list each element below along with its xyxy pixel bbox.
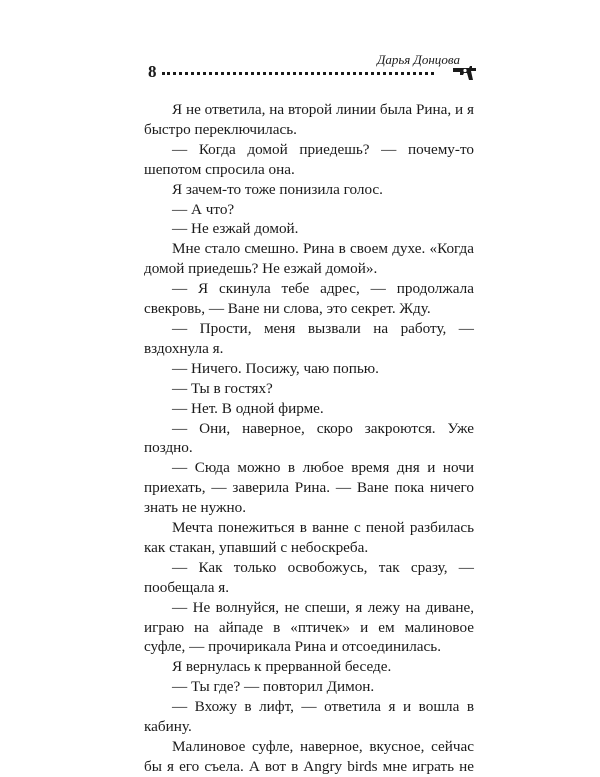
body-text	[144, 100, 474, 777]
paragraph: — Не волнуйся, не спеши, я лежу на диване, играю на айпаде в «птичек» и ем малиновое суфле, — прочирикала Рина и отсоединилась.	[144, 598, 474, 656]
paragraph: — А что?	[172, 200, 235, 218]
paragraph: — Ничего. Посижу, чаю попью.	[172, 359, 379, 377]
running-header	[148, 52, 478, 86]
paragraph: — Прости, меня вызвали на работу, — вздохнула я.	[144, 319, 474, 357]
revolver-icon	[452, 62, 478, 82]
paragraph: — Я скинула тебе адрес, — продолжала свекровь, — Ване ни слова, это секрет. Жду.	[144, 280, 474, 318]
paragraph: Я вернулась к прерванной беседе.	[172, 658, 392, 676]
paragraph: — Вхожу в лифт, — ответила я и вошла в кабину.	[144, 698, 474, 736]
paragraph: — Нет. В одной фирме.	[172, 399, 324, 417]
paragraph: — Как только освобожусь, так сразу, — пообещала я.	[144, 558, 474, 596]
paragraph: — Ты где? — повторил Димон.	[172, 678, 375, 696]
paragraph: Малиновое суфле, наверное, вкусное, сейчас бы я его съела. А вот в Angry birds мне играть не	[144, 738, 474, 775]
paragraph: — Они, наверное, скоро закроются. Уже поздно.	[144, 419, 474, 457]
paragraph: Мечта понежиться в ванне с пеной разбилась как стакан, упавший с небоскреба.	[144, 519, 474, 556]
paragraph: Я не ответила, на второй линии была Рина, и я быстро переключилась.	[144, 101, 474, 138]
paragraph: — Ты в гостях?	[172, 379, 273, 397]
paragraph: — Сюда можно в любое время дня и ночи приехать, — заверила Рина. — Ване пока ничего знать не нужно.	[144, 459, 474, 517]
paragraph: Мне стало смешно. Рина в своем духе. «Когда домой приедешь? Не езжай домой».	[144, 240, 474, 278]
running-header-author: Дарья Донцова	[377, 52, 460, 67]
paragraph: — Не езжай домой.	[172, 220, 299, 238]
paragraph: — Когда домой приедешь? — почему-то шепотом спросила она.	[144, 140, 474, 178]
page-number: 8	[148, 62, 157, 81]
dotted-leader	[162, 72, 434, 75]
paragraph: Я зачем-то тоже понизила голос.	[172, 180, 383, 198]
